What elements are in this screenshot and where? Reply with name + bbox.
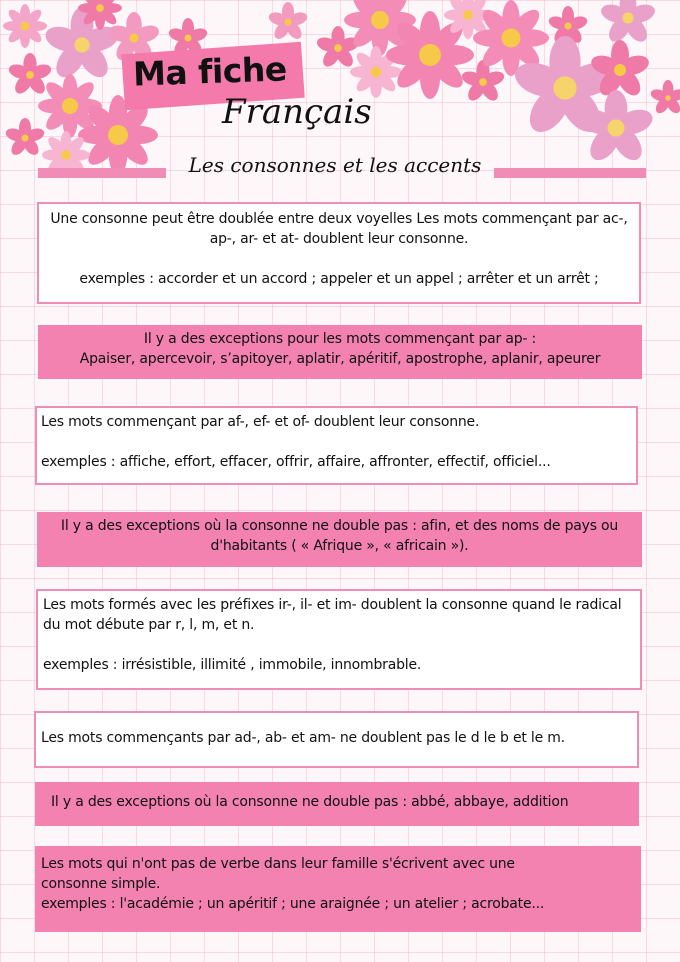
section-title: Les consonnes et les accents bbox=[188, 153, 482, 177]
exception-box-af bbox=[37, 512, 642, 567]
rule-box-doubling bbox=[37, 202, 641, 304]
flower-decoration bbox=[0, 0, 680, 175]
exception-list: Apaiser, apercevoir, s’apitoyer, aplatir, apéritif, apostrophe, aplanir, apeurer bbox=[79, 350, 601, 367]
subject-title: Français bbox=[222, 92, 372, 132]
rule-text: Les mots commençants par ad-, ab- et am- ne doublent pas le d le b et le m. bbox=[41, 730, 565, 746]
rule-box-simple-consonant bbox=[35, 846, 641, 932]
rule-box-ad-ab-am bbox=[34, 711, 639, 768]
rule-example: exemples : accorder et un accord ; appeler et un appel ; arrêter et un arrêt ; bbox=[79, 270, 599, 287]
rule-line: consonne simple. bbox=[41, 875, 161, 892]
divider-right bbox=[494, 168, 646, 178]
page-title: Ma fiche bbox=[132, 49, 288, 94]
rule-box-ir-il-im bbox=[36, 589, 642, 690]
exception-box-ab bbox=[35, 782, 639, 826]
exception-text: Il y a des exceptions où la consonne ne double pas : afin, et des noms de pays ou d'habitants ( « Afrique », « africain »). bbox=[60, 518, 619, 554]
rule-text: Les mots formés avec les préfixes ir-, il- et im- doublent la consonne quand le radical du mot débute par r, l, m, et n. bbox=[43, 597, 622, 633]
exception-text: Il y a des exceptions où la consonne ne double pas : abbé, abbaye, addition bbox=[51, 794, 569, 810]
divider-left bbox=[38, 168, 166, 178]
rule-example: exemples : affiche, effort, effacer, offrir, affaire, affronter, effectif, officiel... bbox=[41, 453, 551, 470]
rule-box-af-ef-of bbox=[35, 406, 638, 485]
rule-line: Les mots qui n'ont pas de verbe dans leur famille s'écrivent avec une bbox=[41, 856, 515, 872]
rule-example: exemples : irrésistible, illimité , immobile, innombrable. bbox=[43, 656, 422, 673]
rule-text: Une consonne peut être doublée entre deux voyelles Les mots commençant par ac-, ap-, ar- et at- doublent leur consonne. bbox=[50, 211, 628, 247]
exception-box-ap bbox=[38, 325, 642, 379]
rule-example: exemples : l'académie ; un apéritif ; une araignée ; un atelier ; acrobate... bbox=[41, 895, 545, 912]
rule-text: Les mots commençant par af-, ef- et of- doublent leur consonne. bbox=[41, 414, 480, 430]
exception-heading: Il y a des exceptions pour les mots commençant par ap- : bbox=[143, 331, 537, 347]
